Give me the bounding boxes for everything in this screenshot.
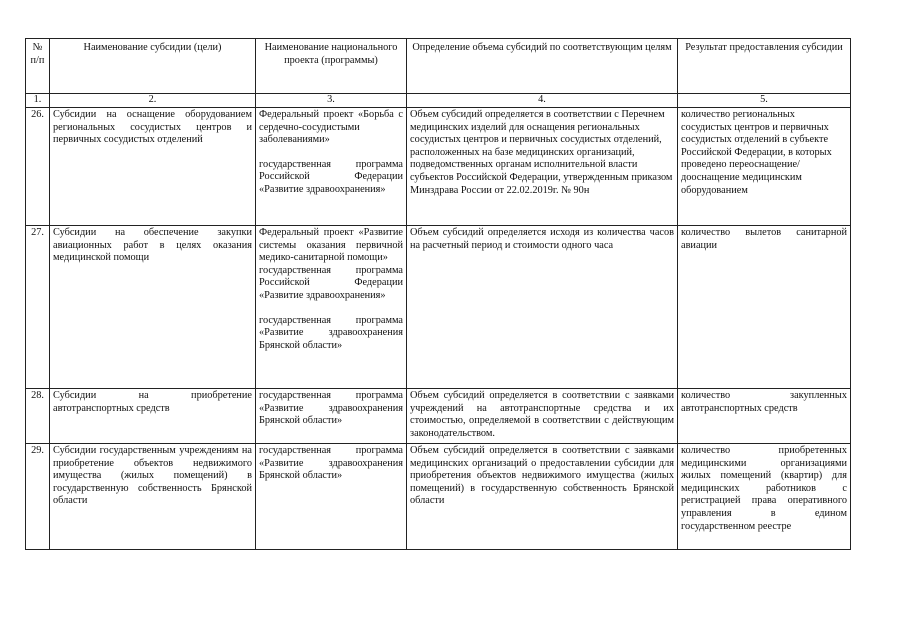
project-text: Федеральный проект «Развитие системы оказания первичной медико-санитарной помощи»: [259, 227, 403, 264]
project-text: государственная программа «Развитие здравоохранения Брянской области»: [259, 390, 403, 427]
subsidy-name: Субсидии на оснащение оборудованием региональных сосудистых центров и первичных сосудистых отделений: [50, 108, 256, 226]
result: количество региональных сосудистых центров и первичных сосудистых отделений в субъекте Российской Федерации, в которых проведено переоснащение/дооснащение медицинским оборудованием: [678, 108, 851, 226]
table-row: [26, 444, 851, 550]
row-number: 27.: [26, 226, 50, 389]
volume-definition: Объем субсидий определяется в соответствии с заявками медицинских организаций о предоставлении субсидии для приобретения объектов недвижимого имущества (жилых помещений) в государственную собственность Брянской области: [407, 444, 678, 550]
table-header-row: [26, 39, 851, 94]
project-text: Федеральный проект «Борьба с сердечно-сосудистыми заболеваниями»: [259, 109, 403, 146]
row-number: 29.: [26, 444, 50, 550]
project-text: государственная программа «Развитие здравоохранения Брянской области»: [259, 314, 403, 351]
project-text: государственная программа Российской Федерации «Развитие здравоохранения»: [259, 264, 403, 301]
subsidy-name: Субсидии на обеспечение закупки авиационных работ в целях оказания медицинской помощи: [50, 226, 256, 389]
column-number: 3.: [256, 94, 407, 108]
result: количество вылетов санитарной авиации: [678, 226, 851, 389]
project-text: государственная программа «Развитие здравоохранения Брянской области»: [259, 445, 403, 482]
row-number: 28.: [26, 389, 50, 444]
column-number: 2.: [50, 94, 256, 108]
project-text: государственная программа Российской Федерации «Развитие здравоохранения»: [259, 158, 403, 195]
project-cell: [256, 108, 407, 226]
project-cell: [256, 444, 407, 550]
header-number: № п/п: [26, 39, 50, 94]
result: количество приобретенных медицинскими организациями жилых помещений (квартир) для медицинских работников с регистрацией права оперативного управления в едином государственном реестре: [678, 444, 851, 550]
header-result: Результат предоставления субсидии: [678, 39, 851, 94]
subsidy-name: Субсидии на приобретение автотранспортных средств: [50, 389, 256, 444]
result: количество закупленных автотранспортных средств: [678, 389, 851, 444]
header-subsidy-name: Наименование субсидии (цели): [50, 39, 256, 94]
subsidy-table: [25, 38, 851, 550]
volume-definition: Объем субсидий определяется исходя из количества часов на расчетный период и стоимости одного часа: [407, 226, 678, 389]
header-project-name: Наименование национального проекта (программы): [256, 39, 407, 94]
column-number: 5.: [678, 94, 851, 108]
row-number: 26.: [26, 108, 50, 226]
volume-definition: Объем субсидий определяется в соответствии с заявками учреждений на автотранспортные средства и их стоимостью, определяемой в соответствии с действующим законодательством.: [407, 389, 678, 444]
table-row: [26, 108, 851, 226]
column-number-row: [26, 94, 851, 108]
project-cell: [256, 226, 407, 389]
subsidy-name: Субсидии государственным учреждениям на приобретение объектов недвижимого имущества (жилых помещений) в государственную собственность Брянской области: [50, 444, 256, 550]
header-volume-definition: Определение объема субсидий по соответствующим целям: [407, 39, 678, 94]
volume-definition: Объем субсидий определяется в соответствии с Перечнем медицинских изделий для оснащения региональных сосудистых центров и первичных сосудистых отделений, расположенных на базе медицинских организаций, подведомственных органам исполнительной власти субъектов Российской Федерации, утвержденным приказом Минздрава России от 22.02.2019г. № 90н: [407, 108, 678, 226]
column-number: 1.: [26, 94, 50, 108]
table-row: [26, 389, 851, 444]
column-number: 4.: [407, 94, 678, 108]
table-row: [26, 226, 851, 389]
project-cell: [256, 389, 407, 444]
